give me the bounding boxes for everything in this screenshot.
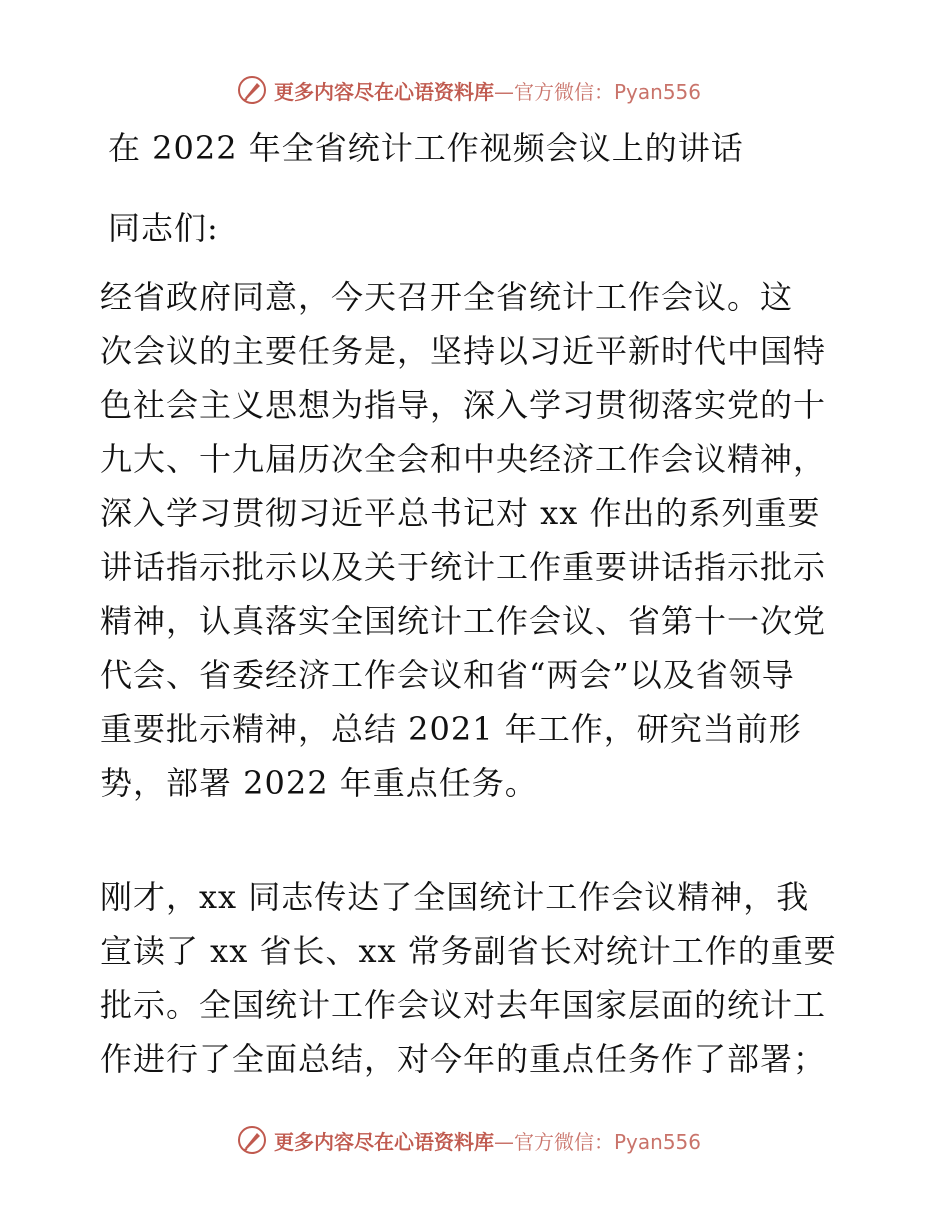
paragraph-line: 势，部署 2022 年重点任务。 xyxy=(100,764,538,802)
paragraph-line: 重要批示精神，总结 2021 年工作，研究当前形 xyxy=(100,710,802,748)
footer-watermark xyxy=(236,1122,756,1158)
paragraph-1 xyxy=(100,270,860,810)
paragraph-line: 刚才，xx 同志传达了全国统计工作会议精神，我 xyxy=(100,878,810,916)
paragraph-line: 作进行了全面总结，对今年的重点任务作了部署； xyxy=(100,1040,827,1078)
watermark-text: 更多内容尽在心语资料库—官方微信：Pyan556 xyxy=(274,79,702,104)
paragraph-line: 深入学习贯彻习近平总书记对 xx 作出的系列重要 xyxy=(100,494,821,532)
paragraph-line: 讲话指示批示以及关于统计工作重要讲话指示批示 xyxy=(100,548,827,586)
paragraph-line: 宣读了 xx 省长、xx 常务副省长对统计工作的重要 xyxy=(100,932,837,970)
paragraph-2 xyxy=(100,870,860,1086)
paragraph-line: 代会、省委经济工作会议和省“两会”以及省领导 xyxy=(100,656,795,694)
watermark-text: 更多内容尽在心语资料库—官方微信：Pyan556 xyxy=(274,1129,702,1154)
paragraph-line: 九大、十九届历次全会和中央经济工作会议精神， xyxy=(100,440,827,478)
header-watermark xyxy=(236,72,756,108)
paragraph-line: 次会议的主要任务是，坚持以习近平新时代中国特 xyxy=(100,332,827,370)
paragraph-line: 精神，认真落实全国统计工作会议、省第十一次党 xyxy=(100,602,827,640)
quill-logo-icon xyxy=(236,74,268,106)
paragraph-line: 批示。全国统计工作会议对去年国家层面的统计工 xyxy=(100,986,827,1024)
paragraph-line: 色社会主义思想为指导，深入学习贯彻落实党的十 xyxy=(100,386,827,424)
document-title: 在 2022 年全省统计工作视频会议上的讲话 xyxy=(108,129,744,167)
quill-logo-icon xyxy=(236,1124,268,1156)
paragraph-line: 经省政府同意，今天召开全省统计工作会议。这 xyxy=(100,278,794,316)
salutation: 同志们: xyxy=(108,209,219,247)
